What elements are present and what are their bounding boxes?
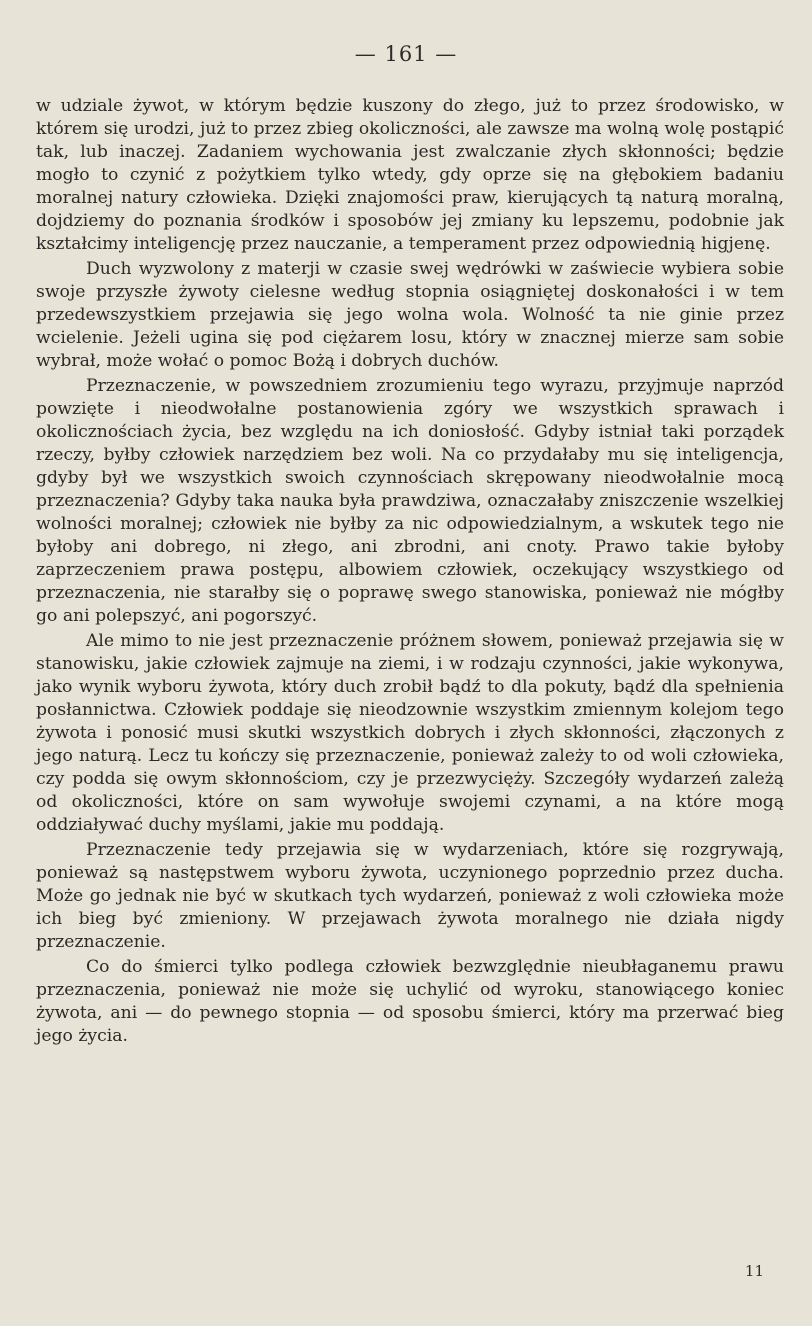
- paragraph-4: Ale mimo to nie jest przeznaczenie próżnem słowem, ponieważ przejawia się w stanowisku, jakie człowiek zajmuje na ziemi, i w rodzaju czynności, jakie wykonywa, jako wynik wyboru żywota, który duch zrobił bądź to dla pokuty, bądź dla spełnienia posłannictwa. Człowiek poddaje się nieodzownie wszystkim zmiennym kolejom tego żywota i ponosić musi skutki wszystkich dobrych i złych skłonności, złączonych z jego naturą. Lecz tu kończy się przeznaczenie, ponieważ zależy to od woli człowieka, czy podda się owym skłonnościom, czy je przezwycięży. Szczegóły wydarzeń zależą od okoliczności, które on sam wywołuje swojemi czynami, a na które mogą oddziaływać duchy myślami, jakie mu poddają.: [36, 631, 784, 835]
- paragraph-2: Duch wyzwolony z materji w czasie swej wędrówki w zaświecie wybiera sobie swoje przyszłe żywoty cielesne według stopnia osiągniętej doskonałości i w tem przedewszystkiem przejawia się jego wolna wola. Wolność ta nie ginie przez wcielenie. Jeżeli ugina się pod ciężarem losu, który w znacznej mierze sam sobie wybrał, może wołać o pomoc Bożą i dobrych duchów.: [36, 259, 784, 371]
- paragraph-5: Przeznaczenie tedy przejawia się w wydarzeniach, które się rozgrywają, ponieważ są następstwem wyboru żywota, uczynionego poprzednio przez ducha. Może go jednak nie być w skutkach tych wydarzeń, ponieważ z woli człowieka może ich bieg być zmieniony. W przejawach żywota moralnego nie działa nigdy przeznaczenie.: [36, 840, 784, 952]
- body-text: [36, 95, 784, 1050]
- signature-mark: 11: [744, 1262, 764, 1280]
- page-number-header: — 161 —: [354, 42, 458, 66]
- paragraph-1: w udziale żywot, w którym będzie kuszony do złego, już to przez środowisko, w którem się urodzi, już to przez zbieg okoliczności, ale zawsze ma wolną wolę postąpić tak, lub inaczej. Zadaniem wychowania jest zwalczanie złych skłonności; będzie mogło to czynić z pożytkiem tylko wtedy, gdy oprze się na głębokiem badaniu moralnej natury człowieka. Dzięki znajomości praw, kierujących tą naturą moralną, dojdziemy do poznania środków i sposobów jej zmiany ku lepszemu, podobnie jak kształcimy inteligencję przez nauczanie, a temperament przez odpowiednią higjenę.: [36, 96, 784, 254]
- paragraph-3: Przeznaczenie, w powszedniem zrozumieniu tego wyrazu, przyjmuje naprzód powzięte i nieodwołalne postanowienia zgóry we wszystkich sprawach i okolicznościach życia, bez względu na ich doniosłość. Gdyby istniał taki porządek rzeczy, byłby człowiek narzędziem bez woli. Na co przydałaby mu się inteligencja, gdyby był we wszystkich swoich czynnościach skrępowany nieodwołalnie mocą przeznaczenia? Gdyby taka nauka była prawdziwa, oznaczałaby zniszczenie wszelkiej wolności moralnej; człowiek nie byłby za nic odpowiedzialnym, a wskutek tego nie byłoby ani dobrego, ni złego, ani zbrodni, ani cnoty. Prawo takie byłoby zaprzeczeniem prawa postępu, albowiem człowiek, oczekujący wszystkiego od przeznaczenia, nie starałby się o poprawę swego stanowiska, ponieważ nie mógłby go ani polepszyć, ani pogorszyć.: [36, 376, 784, 626]
- paragraph-6: Co do śmierci tylko podlega człowiek bezwzględnie nieubłaganemu prawu przeznaczenia, ponieważ nie może się uchylić od wyroku, stanowiącego koniec żywota, ani — do pewnego stopnia — od sposobu śmierci, który ma przerwać bieg jego życia.: [36, 957, 784, 1046]
